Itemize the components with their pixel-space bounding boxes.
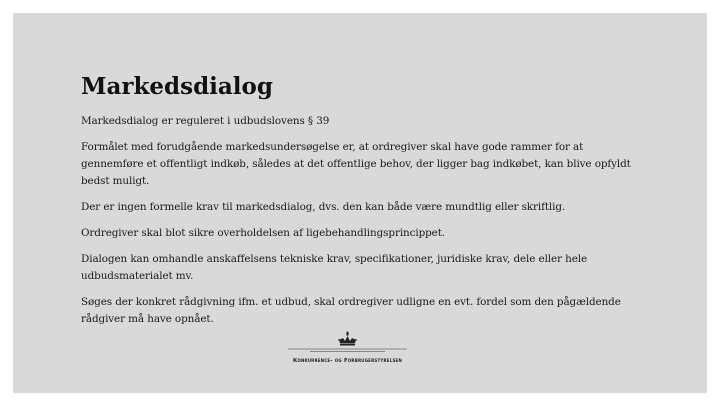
- agency-logo: [270, 325, 425, 370]
- paragraph-4: Ordregiver skal blot sikre overholdelsen af ligebehandlingsprincippet.: [81, 227, 446, 239]
- agency-name: Konkurrence- og Forbrugerstyrelsen: [292, 358, 403, 364]
- paragraph-5: Dialogen kan omhandle anskaffelsens tekniske krav, specifikationer, juridiske krav, dele eller hele udbudsmaterialet mv.: [81, 253, 588, 282]
- paragraph-6: Søges der konkret rådgivning ifm. et udbud, skal ordregiver udligne en evt. fordel som den pågældende rådgiver må have opnået.: [81, 296, 621, 325]
- paragraph-3: Der er ingen formelle krav til markedsdialog, dvs. den kan både være mundtlig eller skriftlig.: [81, 201, 566, 213]
- slide-body: [81, 113, 641, 337]
- paragraph-1: Markedsdialog er reguleret i udbudslovens § 39: [81, 115, 330, 127]
- crown-icon: [270, 325, 425, 355]
- slide-title: Markedsdialog: [81, 73, 273, 100]
- paragraph-2: Formålet med forudgående markedsundersøgelse er, at ordregiver skal have gode rammer for at gennemføre et offentligt indkøb, således at det offentlige behov, der ligger bag indkøbet, kan blive opfyldt bedst muligt.: [81, 141, 631, 187]
